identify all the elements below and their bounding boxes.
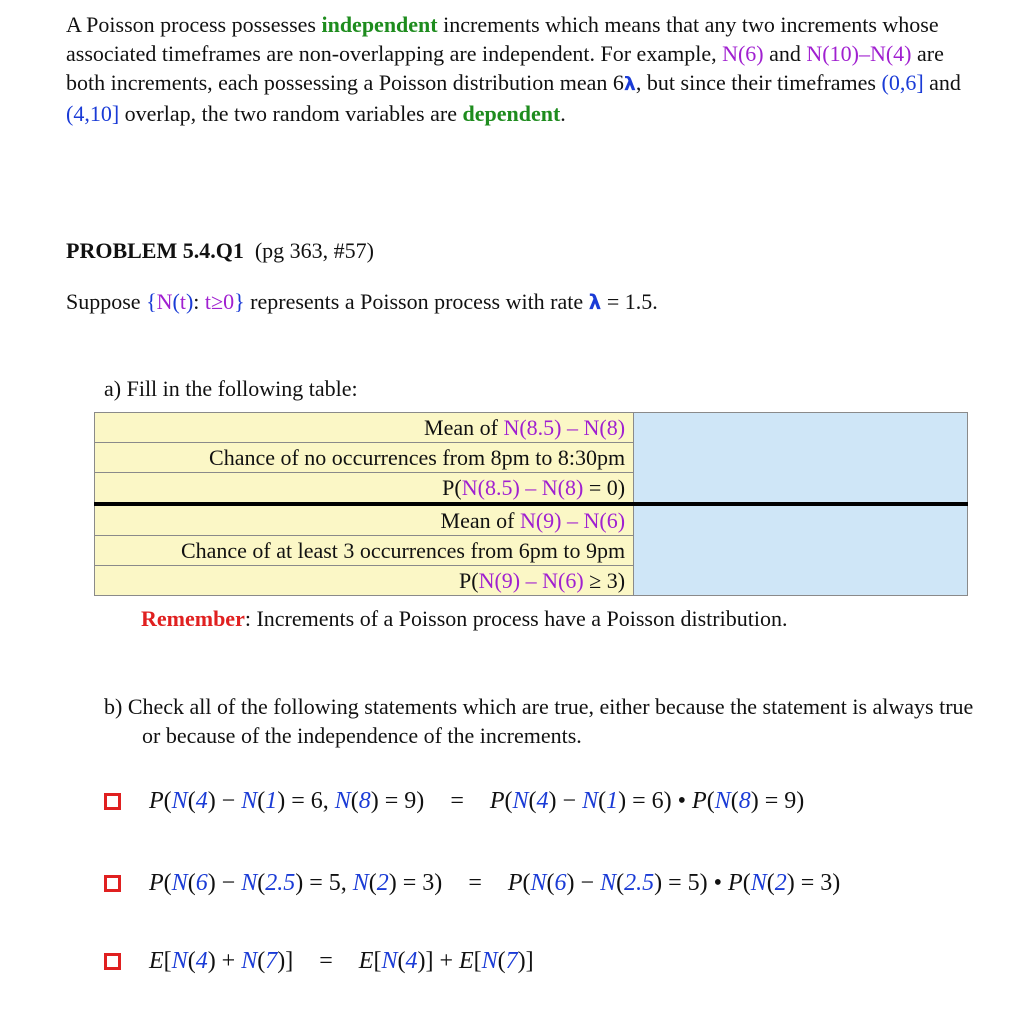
remember-label: Remember	[141, 606, 245, 631]
equals-sign: =	[468, 870, 482, 896]
set-paren: (	[172, 289, 180, 314]
statement-lhs: E[N(4) + N(7)]	[149, 948, 294, 974]
table-row	[95, 413, 968, 443]
label-text: Chance of at least 3 occurrences from 6pm to 9pm	[180, 538, 626, 563]
part-a-label: a) Fill in the following table:	[104, 376, 358, 401]
statement-rhs: E[N(4)] + E[N(7)]	[358, 948, 534, 974]
set-t: t	[179, 289, 186, 314]
checkbox-statement-1[interactable]	[104, 793, 121, 810]
set-brace: {	[146, 289, 157, 314]
statement-text: represents a Poisson process with rate	[244, 289, 589, 314]
statement-text: = 1.5.	[601, 289, 658, 314]
intro-text: are both increments, each possessing a Poisson distribution mean 6	[66, 41, 944, 95]
keyword-dependent: dependent	[462, 101, 561, 126]
part-b-label	[104, 692, 974, 750]
math-n6: N(6)	[722, 41, 764, 66]
intro-text: .	[560, 101, 566, 126]
lambda-symbol: λ	[623, 73, 636, 95]
equals-sign: =	[450, 788, 464, 814]
statement-text: Suppose	[66, 289, 147, 314]
intro-text: A Poisson process possesses	[66, 12, 322, 37]
statement-lhs: P(N(6) − N(2.5) = 5, N(2) = 3)	[149, 870, 443, 896]
statement-rhs: P(N(4) − N(1) = 6) • P(N(8) = 9)	[489, 788, 805, 814]
answer-table	[94, 412, 968, 596]
label-expr: N(8.5) – N(8)	[503, 415, 626, 440]
part-b-text: b) Check all of the following statements which are true, either because the statement is always true or because of the independence of the increments.	[104, 694, 974, 748]
statement-2	[104, 870, 840, 897]
table-label	[95, 504, 634, 536]
keyword-independent: independent	[321, 12, 438, 37]
intro-paragraph	[66, 10, 986, 128]
set-paren: )	[185, 289, 194, 314]
checkbox-statement-2[interactable]	[104, 875, 121, 892]
set-n: N	[156, 289, 173, 314]
label-expr: N(8.5) – N(8)	[461, 475, 584, 500]
label-text: P(	[459, 568, 479, 593]
intro-text: and	[763, 41, 807, 66]
label-text: Mean of	[424, 415, 504, 440]
checkbox-statement-3[interactable]	[104, 953, 121, 970]
problem-heading	[66, 238, 374, 264]
intro-text: overlap, the two random variables are	[119, 101, 463, 126]
intro-text: increments which means that any two increments whose associated timeframes are non-overlapping are independent. For example,	[66, 12, 939, 66]
label-text: P(	[442, 475, 462, 500]
table-row	[95, 504, 968, 536]
label-expr: N(9) – N(6)	[519, 508, 626, 533]
math-increment: N(10)–N(4)	[806, 41, 912, 66]
table-label	[95, 413, 634, 443]
problem-id: PROBLEM 5.4.Q1	[66, 238, 244, 263]
lambda-symbol: λ	[588, 290, 602, 314]
set-condition: t≥0	[204, 289, 235, 314]
answer-cell-1[interactable]	[634, 413, 968, 505]
label-text: Mean of	[440, 508, 520, 533]
answer-cell-2[interactable]	[634, 504, 968, 596]
intro-text: , but since their timeframes	[635, 70, 882, 95]
equals-sign: =	[319, 948, 333, 974]
intro-text: and	[923, 70, 961, 95]
label-expr: N(9) – N(6)	[478, 568, 584, 593]
statement-rhs: P(N(6) − N(2.5) = 5) • P(N(2) = 3)	[507, 870, 841, 896]
timeframe-2: (4,10]	[66, 101, 120, 126]
timeframe-1: (0,6]	[881, 70, 924, 95]
label-text: ≥ 3)	[583, 568, 626, 593]
statement-3	[104, 948, 534, 975]
remember-text: : Increments of a Poisson process have a Poisson distribution.	[244, 606, 788, 631]
set-colon: :	[193, 289, 205, 314]
label-text: = 0)	[583, 475, 626, 500]
statement-1	[104, 788, 804, 815]
table-label	[95, 566, 634, 596]
statement-lhs: P(N(4) − N(1) = 6, N(8) = 9)	[149, 788, 425, 814]
problem-statement	[66, 289, 658, 315]
remember-note	[141, 606, 787, 632]
problem-ref: (pg 363, #57)	[254, 238, 374, 263]
set-brace: }	[234, 289, 245, 314]
table-label	[95, 443, 634, 473]
label-text: Chance of no occurrences from 8pm to 8:30pm	[209, 445, 626, 470]
table-label	[95, 473, 634, 505]
table-label	[95, 536, 634, 566]
